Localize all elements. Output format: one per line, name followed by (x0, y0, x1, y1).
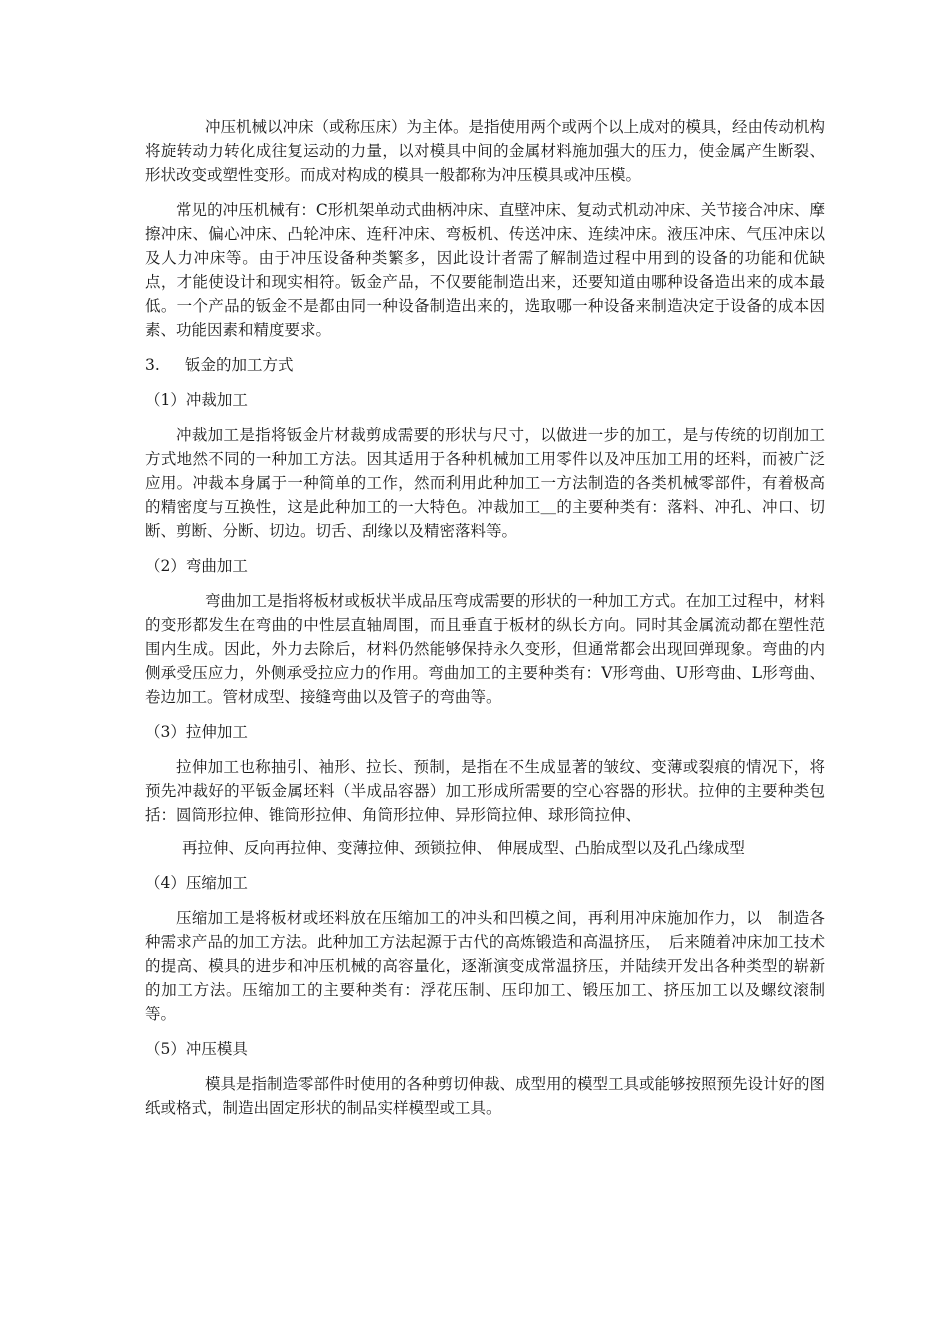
subheading-blanking: （1）冲裁加工 (145, 391, 248, 409)
subheading-drawing: （3）拉伸加工 (145, 723, 248, 741)
subheading-die: （5）冲压模具 (145, 1040, 248, 1058)
document-page (145, 115, 825, 1120)
paragraph-bending: 弯曲加工是指将板材或板状半成品压弯成需要的形状的一种加工方式。在加工过程中，材料的变形都发生在弯曲的中性层直轴周围，而且垂直于板材的纵长方向。同时其金属流动都在塑性范围内生成。因此，外力去除后，材料仍然能够保持永久变形，但通常都会出现回弹现象。弯曲的内侧承受压应力，外侧承受拉应力的作用。弯曲加工的主要种类有：V形弯曲、U形弯曲、L形弯曲、卷边加工。管材成型、接缝弯曲以及管子的弯曲等。 (145, 592, 826, 706)
paragraph-intro: 冲压机械以冲床（或称压床）为主体。是指使用两个或两个以上成对的模具，经由传动机构将旋转动力转化成往复运动的力量，以对模具中间的金属材料施加强大的压力，使金属产生断裂、形状改变或塑性变形。而成对构成的模具一般都称为冲压模具或冲压模。 (145, 118, 826, 184)
paragraph-blanking: 冲裁加工是指将钣金片材裁剪成需要的形状与尺寸，以做进一步的加工，是与传统的切削加工方式地然不同的一种加工方法。因其适用于各种机械加工用零件以及冲压加工用的坯料，而被广泛应用。冲裁本身属于一种简单的工作，然而利用此种加工一方法制造的各类机械零部件，有着极高的精密度与互换性，这是此种加工的一大特色。冲裁加工＿的主要种类有：落料、冲孔、冲口、切断、剪断、分断、切边。切舌、刮缘以及精密落料等。 (145, 426, 825, 540)
subheading-bending: （2）弯曲加工 (145, 557, 248, 575)
paragraph-drawing: 拉伸加工也称抽引、袖形、拉长、预制，是指在不生成显著的皱纹、变薄或裂痕的情况下，将预先冲裁好的平钣金属坯料（半成品容器）加工形成所需要的空心容器的形状。拉伸的主要种类包括：圆筒形拉伸、锥筒形拉伸、角筒形拉伸、异形筒拉伸、球形筒拉伸、 (145, 758, 825, 824)
paragraph-compression: 压缩加工是将板材或坯料放在压缩加工的冲头和凹模之间，再利用冲床施加作力，以 制造各种需求产品的加工方法。此种加工方法起源于古代的高炼锻造和高温挤压， 后来随着冲床加工技术的提高、模具的进步和冲压机械的高容量化，逐渐演变成常温挤压，并陆续开发出各种类型的崭新的加工方法。压缩加工的主要种类有：浮花压制、压印加工、锻压加工、挤压加工以及螺纹滚制等。 (145, 909, 825, 1023)
section-number: 3. (145, 356, 160, 374)
paragraph-drawing-continued: 再拉伸、反向再拉伸、变薄拉伸、颈锁拉伸、 伸展成型、凸胎成型以及孔凸缘成型 (182, 839, 745, 857)
paragraph-common-machines: 常见的冲压机械有：C形机架单动式曲柄冲床、直壁冲床、复动式机动冲床、关节接合冲床、摩擦冲床、偏心冲床、凸轮冲床、连秆冲床、弯板机、传送冲床、连续冲床。液压冲床、气压冲床以及人力冲床等。由于冲压设备种类繁多，因此设计者需了解制造过程中用到的设备的功能和优缺点，才能使设计和现实相符。钣金产品，不仅要能制造出来，还要知道由哪种设备造出来的成本最低。一个产品的钣金不是都由同一种设备制造出来的，选取哪一种设备来制造决定于设备的成本因素、功能因素和精度要求。 (145, 201, 825, 339)
section-heading (145, 353, 825, 377)
paragraph-die: 模具是指制造零部件时使用的各种剪切伸裁、成型用的模型工具或能够按照预先设计好的图纸或格式，制造出固定形状的制品实样模型或工具。 (145, 1075, 826, 1117)
section-title: 钣金的加工方式 (185, 356, 294, 374)
subheading-compression: （4）压缩加工 (145, 874, 248, 892)
